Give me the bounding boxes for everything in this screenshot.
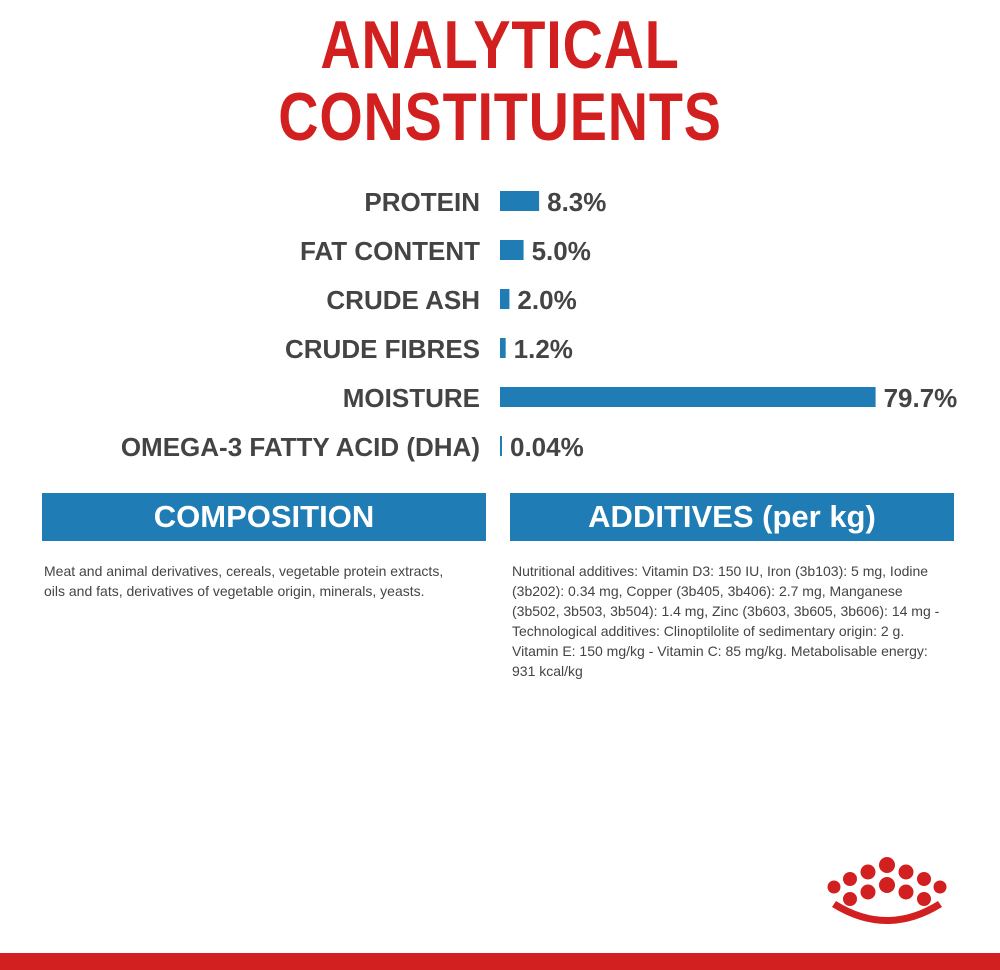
value-label: 0.04% <box>510 432 584 462</box>
composition-text: Meat and animal derivatives, cereals, vegetable protein extracts, oils and fats, derivatives of vegetable origin, minerals, yeasts. <box>44 563 444 599</box>
bar <box>500 191 539 211</box>
bar <box>500 338 506 358</box>
composition-header: COMPOSITION <box>42 493 486 541</box>
value-label: 5.0% <box>531 236 591 266</box>
additives-header: ADDITIVES (per kg) <box>510 493 954 541</box>
crown-icon <box>822 855 952 927</box>
page-title-line-2: CONSTITUENTS <box>278 79 722 155</box>
bar <box>500 387 876 407</box>
value-label: 8.3% <box>547 187 607 217</box>
footer-bar <box>0 953 1000 970</box>
bar <box>500 289 509 309</box>
additives-text: Nutritional additives: Vitamin D3: 150 IU, Iron (3b103): 5 mg, Iodine (3b202): 0.34 mg, Copper (3b405, 3b406): 2.7 mg, Manganese (3b502, 3b503, 3b504): 1.4 mg, Zinc (3b603, 3b605, 3b606): 14 mg - Technological additives: Clinoptilolite of sedimentary origin: 2 g. Vitamin E: 150 mg/kg - Vitamin C: 85 mg/kg. Metabolisable energy: 931 kcal/kg <box>512 563 940 679</box>
category-label: OMEGA-3 FATTY ACID (DHA) <box>120 432 480 462</box>
value-label: 79.7% <box>883 383 958 413</box>
bar <box>500 240 524 260</box>
page-title-line-1: ANALYTICAL <box>320 7 680 83</box>
category-label: PROTEIN <box>364 187 480 217</box>
category-label: FAT CONTENT <box>299 236 480 266</box>
analytical-constituents-chart <box>0 170 1000 470</box>
category-label: CRUDE FIBRES <box>284 334 480 364</box>
category-label: MOISTURE <box>342 383 480 413</box>
category-label: CRUDE ASH <box>326 285 480 315</box>
value-label: 2.0% <box>517 285 577 315</box>
value-label: 1.2% <box>513 334 573 364</box>
bar <box>500 436 502 456</box>
